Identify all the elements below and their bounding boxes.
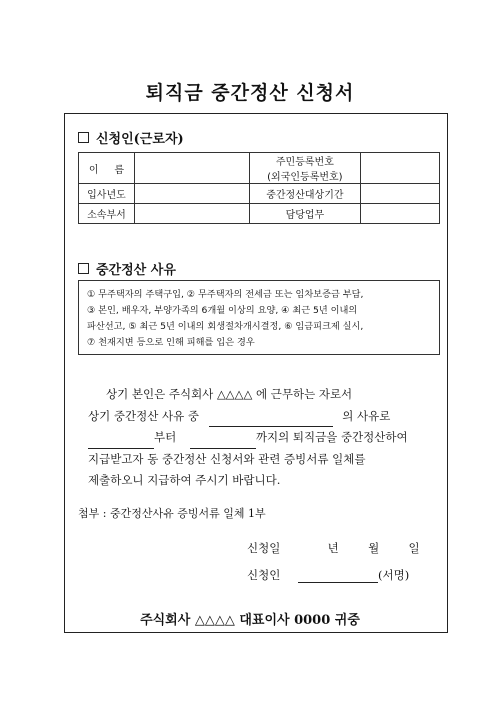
reason-blank-field[interactable] (209, 412, 333, 427)
resident-no-field[interactable] (361, 153, 440, 184)
statement-line-2a: 상기 중간정산 사유 중 (88, 408, 199, 423)
statement-line-3b: 까지의 퇴직금을 중간정산하여 (255, 430, 408, 444)
year-label: 년 (327, 541, 339, 555)
section-checkbox (78, 132, 89, 143)
day-label: 일 (408, 541, 420, 555)
applicant-signature-field[interactable] (298, 568, 378, 583)
resident-no-label-line1: 주민등록번호 (275, 157, 334, 168)
document-title: 퇴직금 중간정산 신청서 (145, 82, 355, 104)
application-date-row (247, 540, 420, 556)
duty-label: 담당업무 (249, 204, 361, 224)
resident-no-label-line2: (외국인등록번호) (267, 172, 343, 183)
applicant-label: 신청인 (247, 568, 281, 582)
attachment-note: 첨부 : 중간정산사유 증빙서류 일체 1부 (78, 507, 266, 520)
statement-line-2b: 의 사유로 (342, 408, 391, 423)
applicant-sign-row (247, 567, 409, 583)
resident-no-label (249, 153, 361, 184)
statement-line-3 (88, 427, 440, 449)
start-date-blank-field[interactable] (88, 434, 154, 449)
statement-line-4: 지급받고자 동 중간정산 신청서와 관련 증빙서류 일체를 (88, 451, 366, 466)
hire-year-field[interactable] (134, 184, 249, 204)
name-field[interactable] (134, 153, 249, 184)
period-field[interactable] (361, 184, 440, 204)
section-reason-heading (78, 259, 176, 278)
section-applicant-title: 신청인(근로자) (96, 132, 184, 147)
reason-line: ⑦ 천재지변 등으로 인해 피해를 입은 경우 (87, 337, 255, 348)
statement-line-3a: 부터 (154, 430, 177, 444)
statement-line-5: 제출하오니 지급하여 주시기 바랍니다. (88, 473, 281, 487)
section-applicant-heading (78, 128, 184, 147)
reasons-box (78, 280, 440, 355)
section-reason-title: 중간정산 사유 (96, 263, 176, 278)
end-date-blank-field[interactable] (190, 434, 256, 449)
statement-line-2 (88, 406, 440, 428)
dept-field[interactable] (134, 204, 249, 224)
name-label: 이 름 (79, 153, 135, 184)
section-checkbox (78, 263, 89, 274)
duty-field[interactable] (361, 204, 440, 224)
signature-suffix: (서명) (377, 568, 410, 582)
reason-line: ③ 본인, 배우자, 부양가족의 6개월 이상의 요양, ④ 최근 5년 이내의 (87, 305, 358, 316)
reason-line: 파산선고, ⑤ 최근 5년 이내의 회생절차개시결정, ⑥ 임금피크제 실시, (87, 321, 364, 332)
dept-label: 소속부서 (79, 204, 135, 224)
reason-line: ① 무주택자의 주택구입, ② 무주택자의 전세금 또는 임차보증금 부담, (87, 289, 364, 300)
statement-line-1: 상기 본인은 주식회사 △△△△ 에 근무하는 자로서 (106, 387, 353, 401)
applicant-info-table (78, 152, 440, 224)
request-statement (88, 384, 440, 492)
hire-year-label: 입사년도 (79, 184, 135, 204)
month-label: 월 (368, 541, 380, 555)
addressee-footer: 주식회사 △△△△ 대표이사 0000 귀중 (140, 613, 360, 628)
period-label: 중간정산대상기간 (249, 184, 361, 204)
application-date-label: 신청일 (247, 541, 281, 555)
